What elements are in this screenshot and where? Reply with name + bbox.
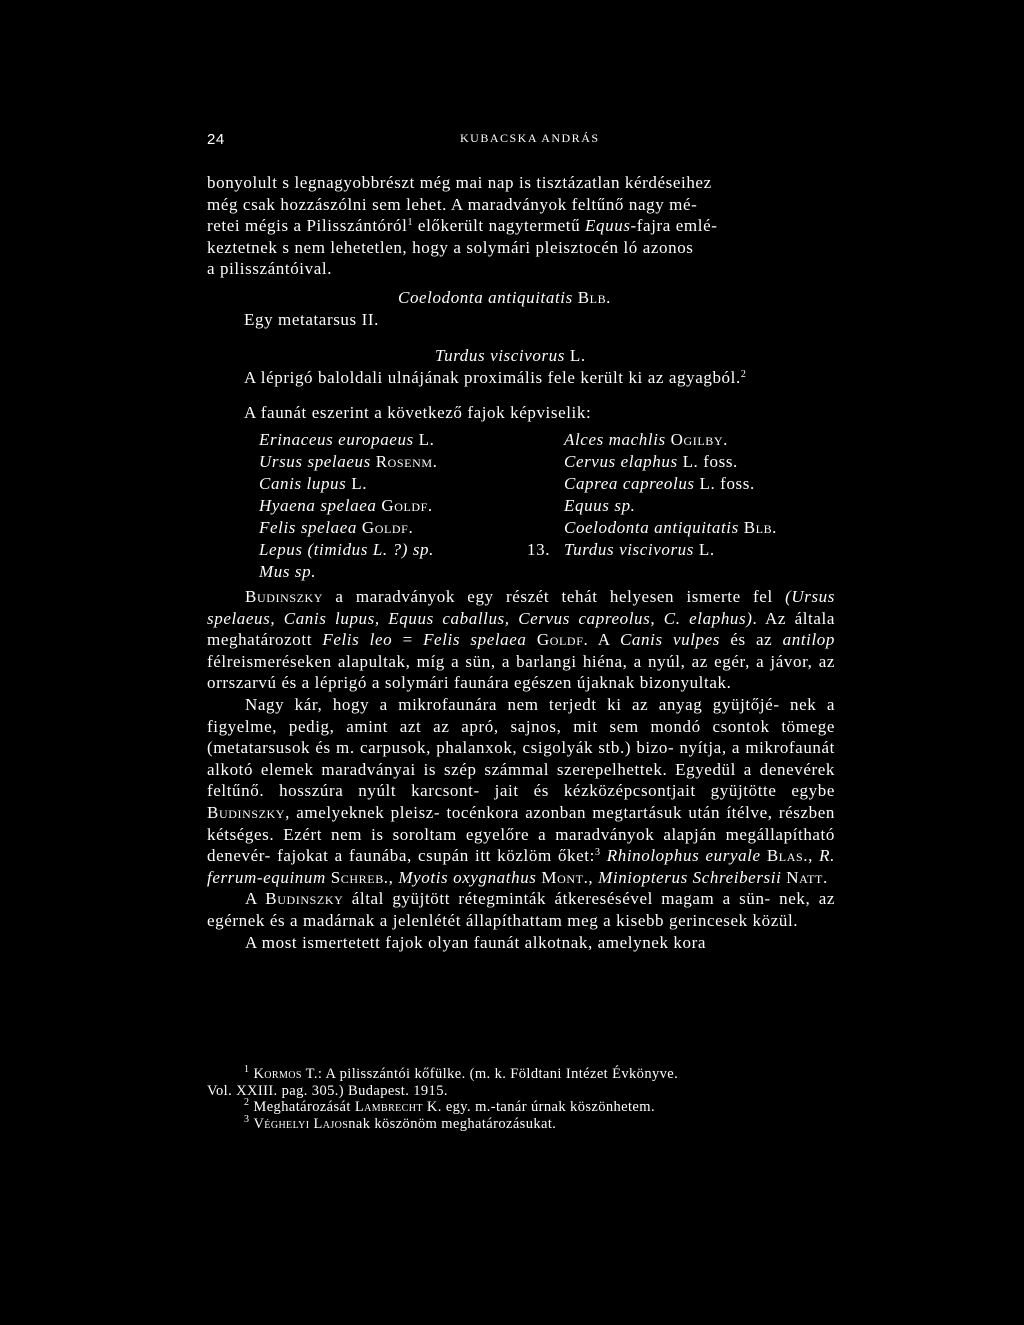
footnote-1-continued: Vol. XXIII. pag. 305.) Budapest. 1915. <box>207 1082 448 1099</box>
intro-line: keztetnek s nem lehetetlen, hogy a solymári pleisztocén ló azonos <box>207 237 694 257</box>
footnote-ref: 1 <box>407 217 414 229</box>
footnote-ref: 2 <box>740 369 747 380</box>
running-header-author: KUBACSKA ANDRÁS <box>460 131 600 145</box>
paragraph-microfauna: Nagy kár, hogy a mikrofaunára nem terjedt ki az anyag gyüjtőjé- nek a figyelme, pedig, amint azt az apró, sajnos, mit sem mondó csontok tömege (metatarsusok és m. carpusok, phalanxok, csigolyák stb.) bizo- nyítja, a mikrofaunát alkotó elemek maradványai is szép számmal szerepelhettek. Egyedül a denevérek feltűnő. hosszúra nyúlt karcsont- jait és kézközépcsontjait gyüjtötte egybe Budinszky, amelyeknek pleisz- tocénkora azonban megtartásuk után ítélve, részben kétséges. Ezért nem is soroltam egyelőre a maradványok alapján megállapítható denevér- fajokat a faunába, csupán itt közlöm őket:$^3$ Rhinolophus euryale Blas., R. ferrum-equinum Schreb., Myotis oxygnathus Mont., Miniopterus Schreibersii Natt. <box>207 694 835 887</box>
intro-line: bonyolult s legnagyobbrészt még mai nap is tisztázatlan kérdéseihez <box>207 173 712 192</box>
fauna-list-item: Erinaceus europaeus L. <box>259 430 435 449</box>
intro-line: még csak hozzászólni sem lehet. A maradványok feltűnő nagy mé- <box>207 194 698 214</box>
paragraph-fauna-age: A most ismertetett fajok olyan faunát alkotnak, amelynek kora <box>245 932 707 952</box>
fauna-intro: A faunát eszerint a következő fajok képviselik: <box>244 403 592 422</box>
fauna-list-item: Alces machlis Ogilby. <box>564 430 728 449</box>
intro-line: a pilisszántóival. <box>207 259 333 279</box>
fauna-number: 13. <box>527 540 551 559</box>
fauna-list-item: Mus sp. <box>259 562 317 581</box>
footnote-1: $^1$ Kormos T.: A pilisszántói kőfülke. (m. k. Földtani Intézet Évkönyve. <box>244 1064 679 1082</box>
fauna-list-item: Turdus viscivorus L. <box>564 540 715 559</box>
coelodonta-text: Egy metatarsus II. <box>244 310 379 329</box>
footnotes <box>207 1064 836 1132</box>
fauna-list-item: Canis lupus L. <box>259 474 368 493</box>
page-number: 24 <box>207 131 225 148</box>
fauna-list-item: Hyaena spelaea Goldf. <box>259 496 433 515</box>
footnote-2: $^2$ Meghatározását Lambrecht K. egy. m.-tanár úrnak köszönhetem. <box>244 1097 655 1115</box>
fauna-list-item: Caprea capreolus L. foss. <box>564 474 755 493</box>
section-heading-turdus: Turdus viscivorus L. <box>435 346 586 365</box>
paragraph-budinszky: Budinszky a maradványok egy részét tehát helyesen ismerte fel (Ursus spelaeus, Canis lupus, Equus caballus, Cervus capreolus, C. elaphus). Az általa meghatározott Felis leo = Felis spelaea Goldf. A Canis vulpes és az antilop félreismeréseken alapultak, míg a sün, a barlangi hiéna, a nyúl, az egér, a jávor, az orrszarvú és a léprigó a solymári faunára egészen újaknak bizonyultak. <box>207 587 836 693</box>
paragraph-samples: A Budinszky által gyüjtött rétegminták átkeresésével magam a sün- nek, az egérnek és a madárnak a jelenlétét állapíthattam meg a kisebb gerincesek közül. <box>207 889 835 930</box>
section-heading-coelodonta: Coelodonta antiquitatis Blb. <box>398 288 612 307</box>
turdus-text: A léprigó baloldali ulnájának proximális fele került ki az agyagból.$^2$ <box>244 368 747 387</box>
intro-line: retei mégis a Pilisszántóról$^1$ előkerült nagytermetű Equus-fajra emlé- <box>207 216 718 236</box>
fauna-list-item: Lepus (timidus L. ?) sp. <box>259 540 434 559</box>
intro-paragraph <box>207 172 835 280</box>
fauna-list-item: Coelodonta antiquitatis Blb. <box>564 518 778 537</box>
fauna-list-item: Felis spelaea Goldf. <box>259 518 414 537</box>
fauna-list-item: Equus sp. <box>564 496 636 515</box>
body-text <box>207 586 835 953</box>
footnote-3: $^3$ Véghelyi Lajosnak köszönöm meghatározásukat. <box>244 1113 557 1132</box>
fauna-list-item: Cervus elaphus L. foss. <box>564 452 738 471</box>
fauna-list-item: Ursus spelaeus Rosenm. <box>259 452 438 471</box>
